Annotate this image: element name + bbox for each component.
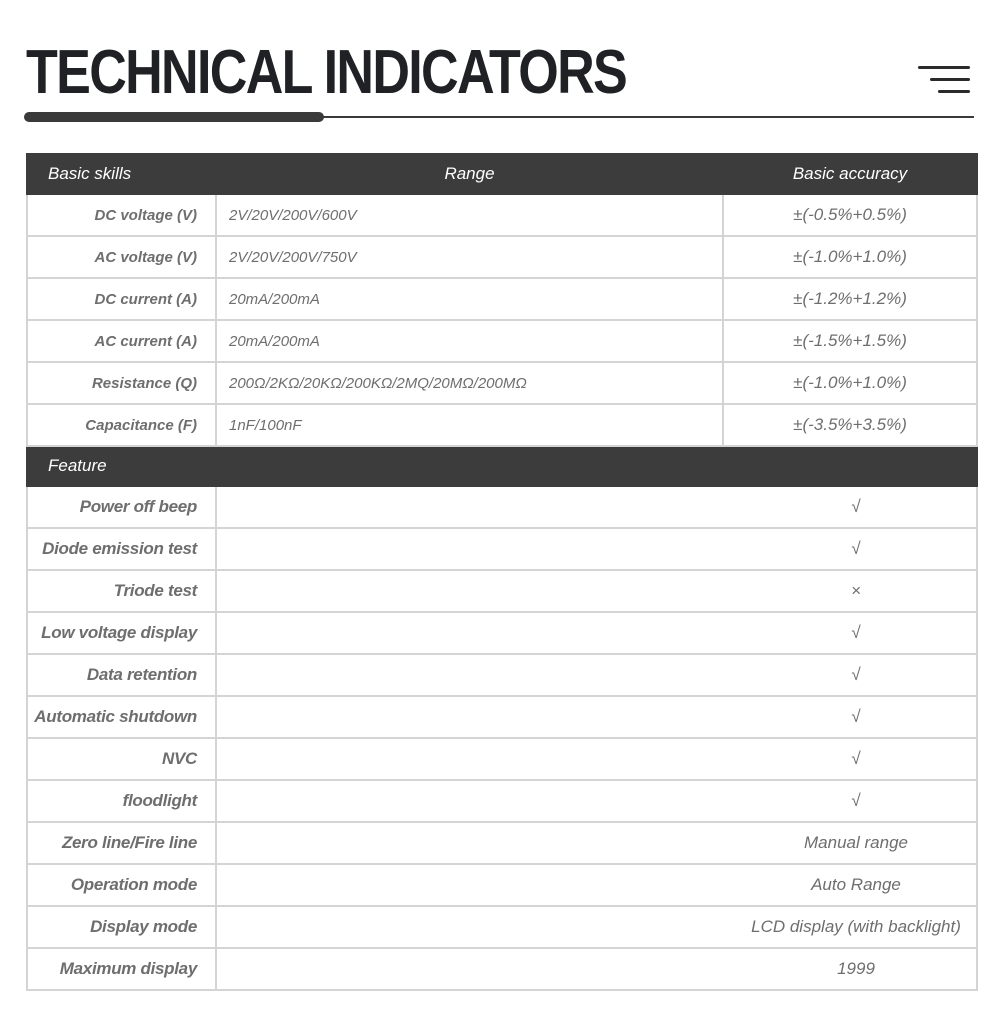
feature-label: floodlight (27, 780, 216, 822)
feature-header: Feature (27, 446, 977, 486)
row-accuracy: ±(-1.0%+1.0%) (723, 236, 977, 278)
feature-value: Manual range (804, 833, 908, 852)
table-row (27, 362, 977, 404)
feature-value: √ (851, 665, 861, 684)
feature-value: √ (851, 539, 861, 558)
feature-label: Low voltage display (27, 612, 216, 654)
feature-value: √ (851, 707, 861, 726)
row-label: Capacitance (F) (27, 404, 216, 446)
row-label: AC current (A) (27, 320, 216, 362)
row-label: Resistance (Q) (27, 362, 216, 404)
feature-header-row (27, 446, 977, 486)
basic-header-row (27, 154, 977, 194)
range-header: Range (216, 154, 723, 194)
table-row (27, 612, 977, 654)
feature-label: Data retention (27, 654, 216, 696)
feature-value: Auto Range (811, 875, 901, 894)
table-row (27, 948, 977, 990)
spec-table (26, 153, 978, 991)
table-row (27, 570, 977, 612)
hamburger-menu-icon[interactable] (918, 66, 970, 96)
table-row (27, 864, 977, 906)
menu-line (938, 90, 970, 93)
page-title: TECHNICAL INDICATORS (26, 38, 627, 107)
table-row (27, 822, 977, 864)
feature-value: √ (851, 749, 861, 768)
feature-label: Automatic shutdown (27, 696, 216, 738)
table-row (27, 906, 977, 948)
feature-value: LCD display (with backlight) (751, 917, 961, 936)
table-row (27, 654, 977, 696)
feature-value: √ (851, 791, 861, 810)
row-range: 1nF/100nF (216, 404, 723, 446)
feature-label: Diode emission test (27, 528, 216, 570)
menu-line (930, 78, 970, 81)
table-row (27, 404, 977, 446)
table-row (27, 696, 977, 738)
row-accuracy: ±(-1.2%+1.2%) (723, 278, 977, 320)
table-row (27, 194, 977, 236)
table-row (27, 528, 977, 570)
row-accuracy: ±(-1.0%+1.0%) (723, 362, 977, 404)
row-range: 20mA/200mA (216, 278, 723, 320)
table-row (27, 236, 977, 278)
basic-skills-header: Basic skills (27, 154, 216, 194)
row-accuracy: ±(-3.5%+3.5%) (723, 404, 977, 446)
row-label: AC voltage (V) (27, 236, 216, 278)
feature-label: Maximum display (27, 948, 216, 990)
accuracy-header: Basic accuracy (723, 154, 977, 194)
feature-value: 1999 (837, 959, 875, 978)
feature-label: Zero line/Fire line (27, 822, 216, 864)
row-label: DC voltage (V) (27, 194, 216, 236)
feature-value: √ (851, 497, 861, 516)
feature-value: × (851, 581, 861, 600)
row-range: 20mA/200mA (216, 320, 723, 362)
row-range: 200Ω/2KΩ/20KΩ/200KΩ/2MQ/20MΩ/200MΩ (216, 362, 723, 404)
menu-line (918, 66, 970, 69)
row-range: 2V/20V/200V/600V (216, 194, 723, 236)
table-row (27, 278, 977, 320)
table-row (27, 486, 977, 528)
title-underline-accent (24, 112, 324, 122)
table-row (27, 738, 977, 780)
row-accuracy: ±(-1.5%+1.5%) (723, 320, 977, 362)
row-label: DC current (A) (27, 278, 216, 320)
feature-label: NVC (27, 738, 216, 780)
feature-label: Operation mode (27, 864, 216, 906)
row-range: 2V/20V/200V/750V (216, 236, 723, 278)
feature-label: Triode test (27, 570, 216, 612)
feature-value: √ (851, 623, 861, 642)
table-row (27, 320, 977, 362)
feature-label: Power off beep (27, 486, 216, 528)
row-accuracy: ±(-0.5%+0.5%) (723, 194, 977, 236)
table-row (27, 780, 977, 822)
feature-label: Display mode (27, 906, 216, 948)
